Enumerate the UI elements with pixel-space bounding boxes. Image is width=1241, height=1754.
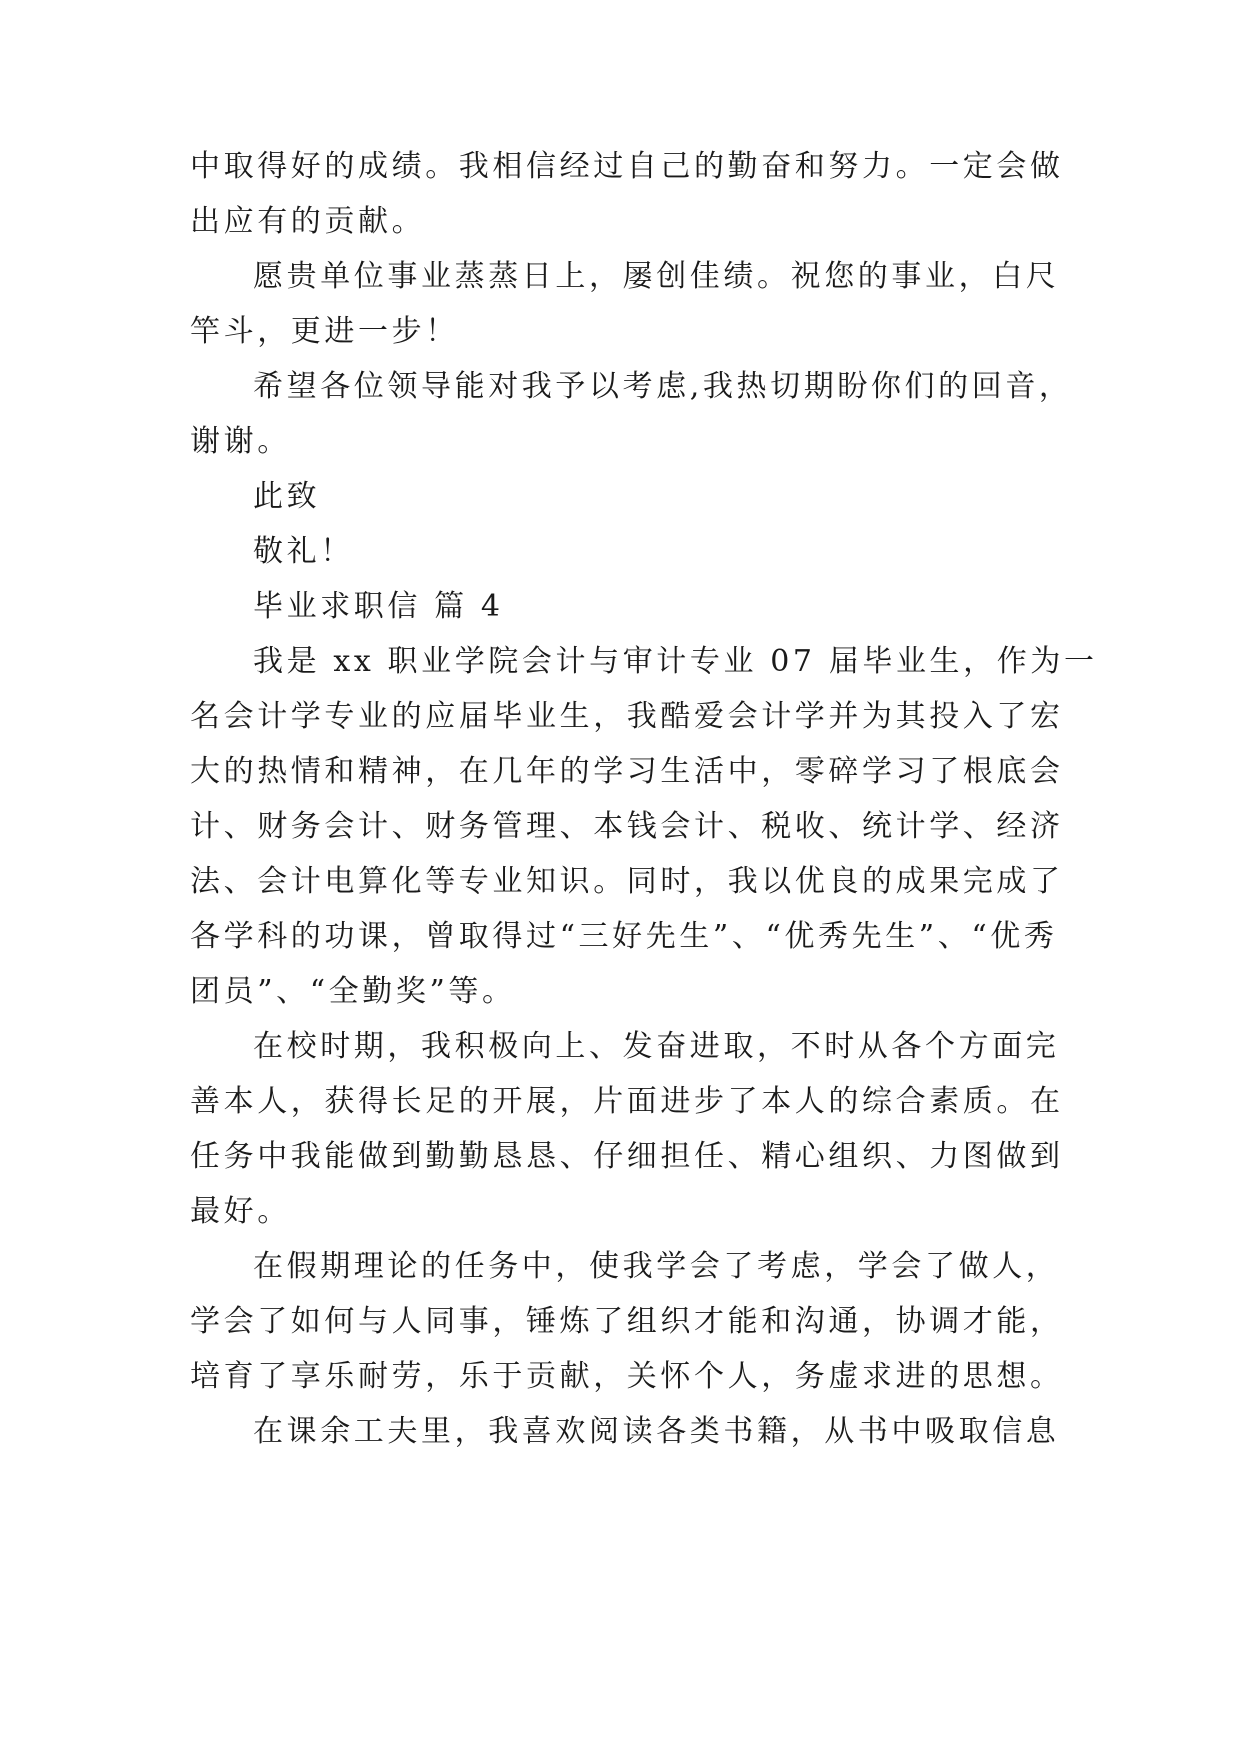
closing-salutation: 此致 — [253, 479, 321, 514]
paragraph-start-line: 我是 xx 职业学院会计与审计专业 07 届毕业生，作为一 — [253, 644, 1098, 679]
paragraph-start-line: 在课余工夫里，我喜欢阅读各类书籍，从书中吸取信息 — [253, 1414, 1060, 1449]
section-heading: 毕业求职信 篇 4 — [253, 589, 504, 624]
text-line: 各学科的功课，曾取得过“三好先生”、“优秀先生”、“优秀 — [190, 919, 1058, 954]
text-line: 中取得好的成绩。我相信经过自己的勤奋和努力。一定会做 — [190, 149, 1064, 184]
closing-regards: 敬礼！ — [253, 534, 354, 569]
text-line: 竿斗，更进一步！ — [190, 314, 459, 349]
paragraph-start-line: 愿贵单位事业蒸蒸日上，屡创佳绩。祝您的事业，白尺 — [253, 259, 1060, 294]
text-line: 法、会计电算化等专业知识。同时，我以优良的成果完成了 — [190, 864, 1064, 899]
text-line: 学会了如何与人同事，锤炼了组织才能和沟通，协调才能， — [190, 1304, 1064, 1339]
text-line: 最好。 — [190, 1194, 291, 1229]
text-line: 计、财务会计、财务管理、本钱会计、税收、统计学、经济 — [190, 809, 1064, 844]
text-line: 团员”、“全勤奖”等。 — [190, 974, 516, 1009]
paragraph-start-line: 希望各位领导能对我予以考虑,我热切期盼你们的回音， — [253, 369, 1073, 404]
text-line: 谢谢。 — [190, 424, 291, 459]
paragraph-start-line: 在假期理论的任务中，使我学会了考虑，学会了做人， — [253, 1249, 1060, 1284]
text-line: 善本人，获得长足的开展，片面进步了本人的综合素质。在 — [190, 1084, 1064, 1119]
paragraph-start-line: 在校时期，我积极向上、发奋进取，不时从各个方面完 — [253, 1029, 1060, 1064]
text-line: 出应有的贡献。 — [190, 204, 426, 239]
text-line: 任务中我能做到勤勤恳恳、仔细担任、精心组织、力图做到 — [190, 1139, 1064, 1174]
text-line: 名会计学专业的应届毕业生，我酷爱会计学并为其投入了宏 — [190, 699, 1064, 734]
text-line: 大的热情和精神，在几年的学习生活中，零碎学习了根底会 — [190, 754, 1064, 789]
text-line: 培育了享乐耐劳，乐于贡献，关怀个人，务虚求进的思想。 — [190, 1359, 1064, 1394]
